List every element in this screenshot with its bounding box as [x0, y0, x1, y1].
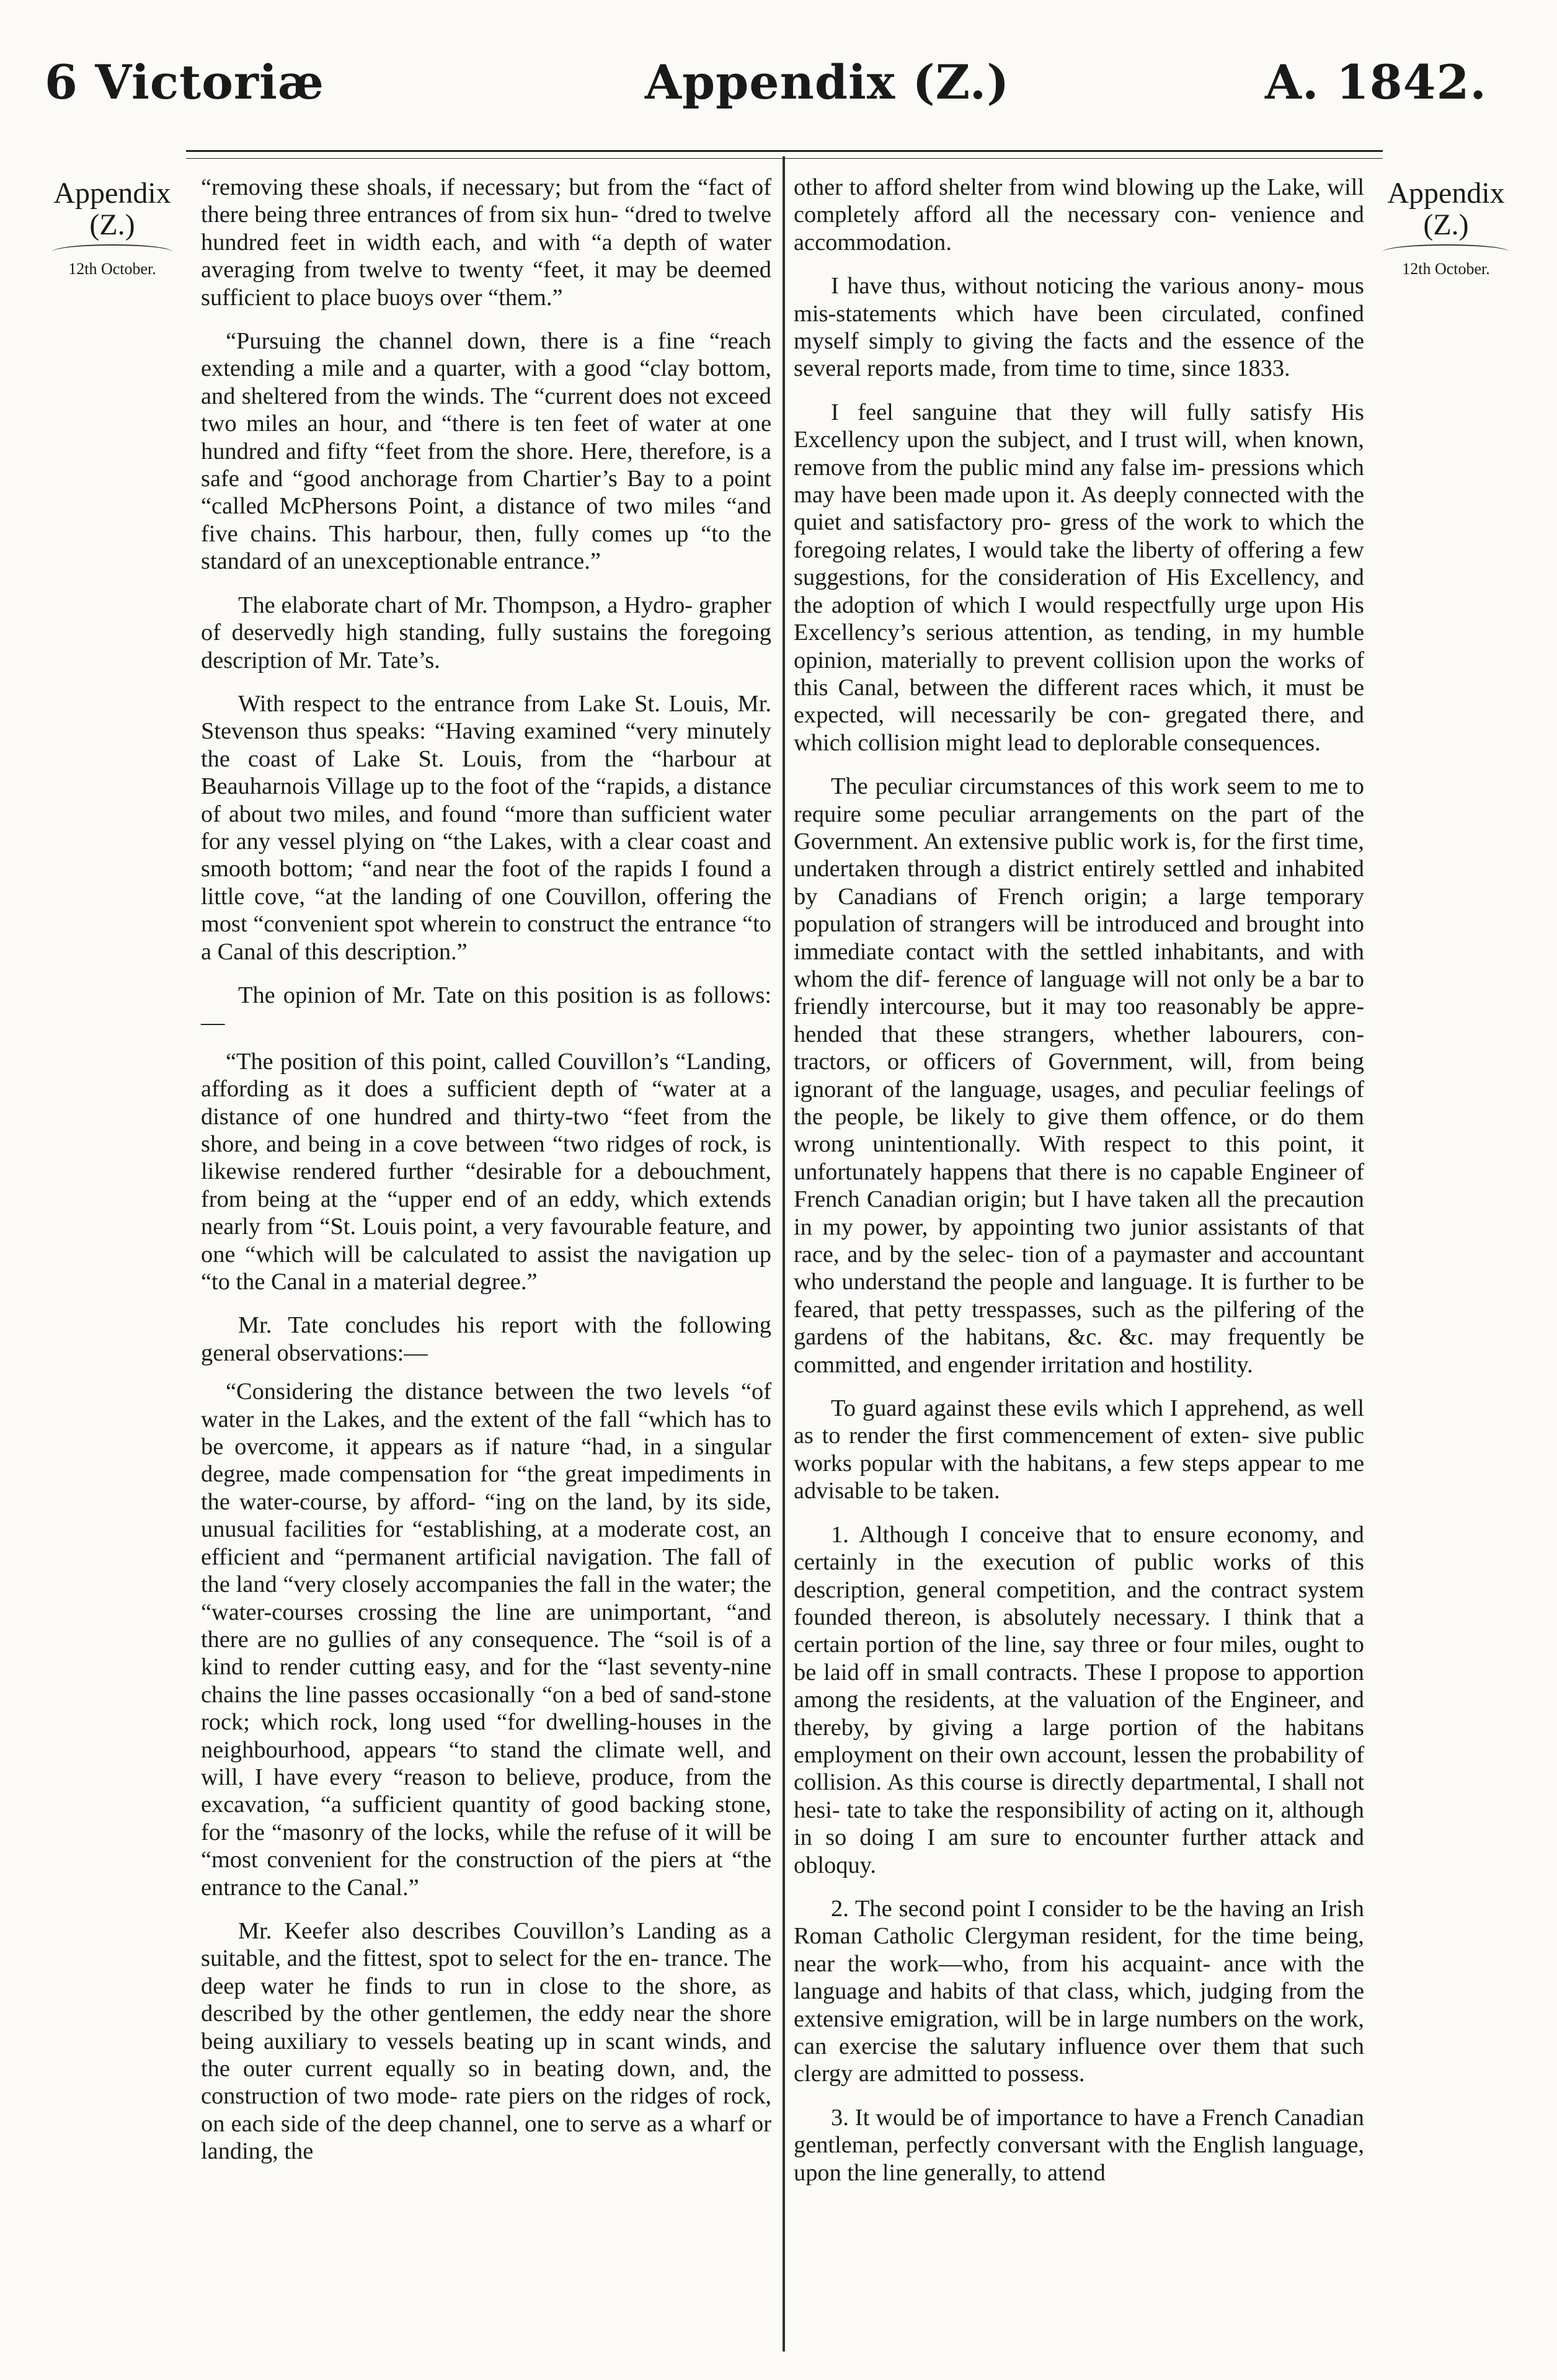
paragraph: “Pursuing the channel down, there is a fine “reach extending a mile and a quarter, with a good “clay bottom, and sheltered from the winds. The “current does not exceed two miles an hour, and “there is ten feet of water at one hundred and fifty “feet from the shore. Here, therefore, is a safe and “good anchorage from Chartier’s Bay to a point “called McPhersons Point, a distance of two miles “and five chains. This harbour, then, fully comes up “to the standard of an unexceptionable entrance.”	[201, 328, 771, 575]
margin-note-right	[1378, 177, 1514, 279]
page-header	[0, 24, 1557, 148]
paragraph: With respect to the entrance from Lake St. Louis, Mr. Stevenson thus speaks: “Having examined “very minutely the coast of Lake St. Louis, from the “harbour at Beauharnois Village up to the foot of the “rapids, a distance of about two miles, and found “more than sufficient water for any vessel plying on “the Lakes, with a clear coast and smooth bottom; “and near the foot of the rapids I found a little cove, “at the landing of one Couvillon, offering the most “convenient spot wherein to construct the entrance “to a Canal of this description.”	[201, 690, 771, 965]
paragraph: 3. It would be of importance to have a French Canadian gentleman, perfectly conversant with the English language, upon the line generally, to attend	[794, 2104, 1364, 2186]
right-column	[794, 174, 1364, 2203]
header-session: 6 Victoriæ	[45, 55, 324, 110]
paragraph: The elaborate chart of Mr. Thompson, a Hydro- grapher of deservedly high standing, fully sustains the foregoing description of Mr. Tate’s.	[201, 592, 771, 673]
paragraph: 1. Although I conceive that to ensure economy, and certainly in the execution of public works of this description, general competition, and the contract system founded thereon, is absolutely necessary. I think that a certain portion of the line, say three or four miles, ought to be laid off in small contracts. These I propose to apportion among the residents, at the valuation of the Engineer, and thereby, by giving a large portion of the habitans employment on their own account, lessen the probability of collision. As this course is directly departmental, I shall not hesi- tate to take the responsibility of acting on it, although in so doing I am sure to encounter further attack and obloquy.	[794, 1521, 1364, 1878]
paragraph: To guard against these evils which I apprehend, as well as to render the first commencement of exten- sive public works popular with the habitans, a few steps appear to me advisable to be taken.	[794, 1395, 1364, 1504]
paragraph: Mr. Keefer also describes Couvillon’s Landing as a suitable, and the fittest, spot to select for the en- trance. The deep water he finds to run in close to the shore, as described by the other gentlemen, the eddy near the shore being auxiliary to vessels beating up in scant winds, and the outer current equally so in beating down, and, the construction of two mode- rate piers on the ridges of rock, on each side of the deep channel, one to serve as a wharf or landing, the	[201, 1917, 771, 2165]
paragraph: 2. The second point I consider to be the having an Irish Roman Catholic Clergyman resident, for the time being, near the work—who, from his acquaint- ance with the language and habits of that class, which, judging from the extensive emigration, will be in large numbers on the work, can exercise the salutary influence over them that such clergy are admitted to possess.	[794, 1895, 1364, 2087]
paragraph: other to afford shelter from wind blowing up the Lake, will completely afford all the necessary con- venience and accommodation.	[794, 174, 1364, 255]
header-year: A. 1842.	[1265, 55, 1487, 110]
column-divider	[783, 156, 785, 2351]
paragraph: Mr. Tate concludes his report with the following general observations:—	[201, 1312, 771, 1366]
margin-appendix-letter: (Z.)	[89, 208, 135, 241]
margin-brace	[52, 244, 172, 259]
paragraph: “Considering the distance between the two levels “of water in the Lakes, and the extent of the fall “which has to be overcome, it appears as if nature “had, in a singular degree, made compensation for “the great impediments in the water-course, by afford- “ing on the land, by its side, unusual facilities for “establishing, at a moderate cost, an efficient and “permanent artificial navigation. The fall of the land “very closely accompanies the fall in the water; the “water-courses crossing the line are unimportant, “and there are no gullies of any consequence. The “soil is of a kind to render cutting easy, and for the “last seventy-nine chains the line passes occasionally “on a bed of sand-stone rock; which rock, long used “for dwelling-houses in the neighbourhood, appears “to stand the climate well, and will, I have every “reason to believe, produce, from the excavation, “a sufficient quantity of good backing stone, for the “masonry of the locks, while the refuse of it will be “most convenient for the construction of the piers at “the entrance to the Canal.”	[201, 1379, 771, 1901]
left-column	[201, 174, 771, 2182]
margin-date: 12th October.	[1402, 260, 1490, 278]
paragraph: “The position of this point, called Couvillon’s “Landing, affording as it does a sufficient depth of “water at a distance of one hundred and thirty-two “feet from the shore, and being in a cove between “two ridges of rock, is likewise rendered further “desirable for a debouchment, from being at the “upper end of an eddy, which extends nearly from “St. Louis point, a very favourable feature, and one “which will be calculated to assist the navigation up “to the Canal in a material degree.”	[201, 1048, 771, 1295]
margin-appendix-label: Appendix	[53, 177, 171, 210]
margin-brace	[1383, 244, 1509, 259]
paragraph: “removing these shoals, if necessary; but from the “fact of there being three entrances of from six hun- “dred to twelve hundred feet in width each, and with “a depth of water averaging from twelve to twenty “feet, it may be deemed sufficient to place buoys over “them.”	[201, 174, 771, 311]
paragraph: The opinion of Mr. Tate on this position is as follows:—	[201, 982, 771, 1036]
margin-note-left	[47, 177, 177, 279]
paragraph: I have thus, without noticing the various anony- mous mis-statements which have been circulated, confined myself simply to giving the facts and the essence of the several reports made, from time to time, since 1833.	[794, 273, 1364, 382]
margin-appendix-label: Appendix	[1387, 177, 1505, 210]
margin-date: 12th October.	[68, 260, 156, 278]
paragraph: I feel sanguine that they will fully satisfy His Excellency upon the subject, and I trust will, when known, remove from the public mind any false im- pressions which may have been made upon it. As deeply connected with the quiet and satisfactory pro- gress of the work to which the foregoing relates, I would take the liberty of offering a few suggestions, for the consideration of His Excellency, and the adoption of which I would respectfully urge upon His Excellency’s serious attention, as tending, in my humble opinion, materially to prevent collision upon the works of this Canal, between the different races which, it must be expected, will necessarily be con- gregated there, and which collision might lead to deplorable consequences.	[794, 399, 1364, 756]
header-appendix-title: Appendix (Z.)	[645, 55, 1010, 110]
paragraph: The peculiar circumstances of this work seem to me to require some peculiar arrangements on the part of the Government. An extensive public work is, for the first time, undertaken through a district entirely settled and inhabited by Canadians of French origin; a large temporary population of strangers will be introduced and brought into immediate contact with the settled inhabitants, and with whom the dif- ference of language will not only be a bar to friendly intercourse, but it may too reasonably be appre- hended that these strangers, whether labourers, con- tractors, or officers of Government, will, from being ignorant of the language, usages, and peculiar feelings of the people, be likely to give them offence, or do them wrong unintentionally. With respect to this point, it unfortunately happens that there is no capable Engineer of French Canadian origin; but I have taken all the precaution in my power, by appointing two junior assistants of that race, and by the selec- tion of a paymaster and accountant who understand the people and language. It is further to be feared, that petty tresspasses, such as the pilfering of the gardens of the habitans, &c. &c. may frequently be committed, and engender irritation and hostility.	[794, 773, 1364, 1378]
margin-appendix-letter: (Z.)	[1423, 208, 1469, 241]
